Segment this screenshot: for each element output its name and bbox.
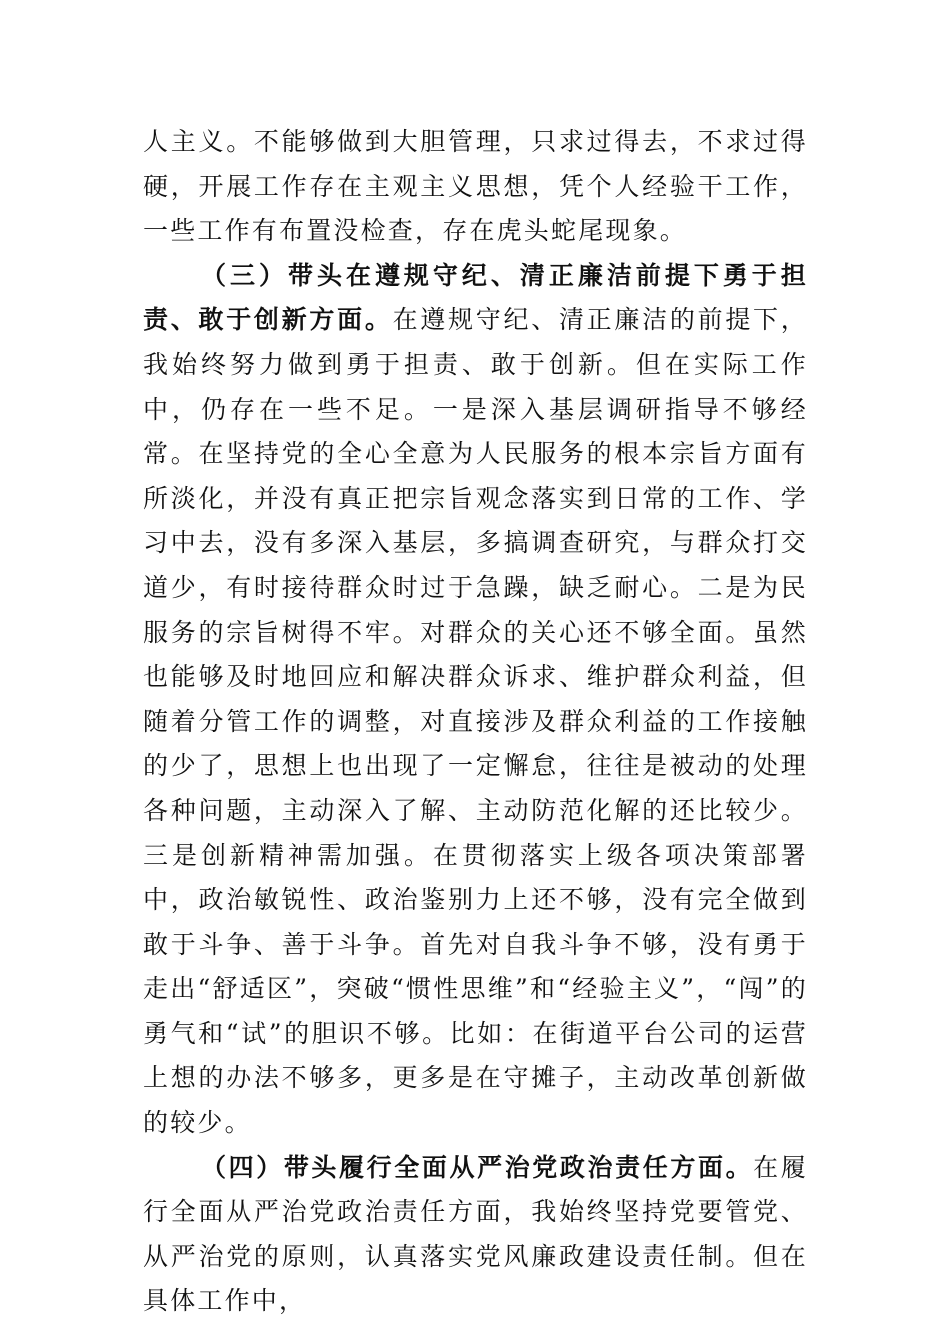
section-four-heading: （四）带头履行全面从严治党政治责任方面。 (201, 1152, 754, 1182)
document-body (143, 120, 808, 1324)
paragraph-text: 人主义。不能够做到大胆管理，只求过得去，不求过得硬，开展工作存在主观主义思想，凭个人经验干工作，一些工作有布置没检查，存在虎头蛇尾现象。 (143, 127, 808, 246)
paragraph-text: 在遵规守纪、清正廉洁的前提下，我始终努力做到勇于担责、敢于创新。但在实际工作中，仍存在一些不足。一是深入基层调研指导不够经常。在坚持党的全心全意为人民服务的根本宗旨方面有所淡化，并没有真正把宗旨观念落实到日常的工作、学习中去，没有多深入基层，多搞调查研究，与群众打交道少，有时接待群众时过于急躁，缺乏耐心。二是为民服务的宗旨树得不牢。对群众的关心还不够全面。虽然也能够及时地回应和解决群众诉求、维护群众利益，但随着分管工作的调整，对直接涉及群众利益的工作接触的少了，思想上也出现了一定懈怠，往往是被动的处理各种问题，主动深入了解、主动防范化解的还比较少。三是创新精神需加强。在贯彻落实上级各项决策部署中，政治敏锐性、政治鉴别力上还不够，没有完全做到敢于斗争、善于斗争。首先对自我斗争不够，没有勇于走出“舒适区”，突破“惯性思维”和“经验主义”，“闯”的勇气和“试”的胆识不够。比如：在街道平台公司的运营上想的办法不够多，更多是在守摊子，主动改革创新做的较少。 (143, 305, 808, 1138)
paragraph-text: 在履行全面从严治党政治责任方面，我始终坚持党要管党、从严治党的原则，认真落实党风廉政建设责任制。但在具体工作中， (143, 1152, 808, 1316)
section-three-heading: （三）带头在遵规守纪、清正廉洁前提下勇于担责、敢于创新方面。 (143, 260, 808, 335)
paragraph-section-four (143, 1146, 808, 1324)
paragraph-section-three (143, 254, 808, 1146)
paragraph-continuation (143, 120, 808, 254)
